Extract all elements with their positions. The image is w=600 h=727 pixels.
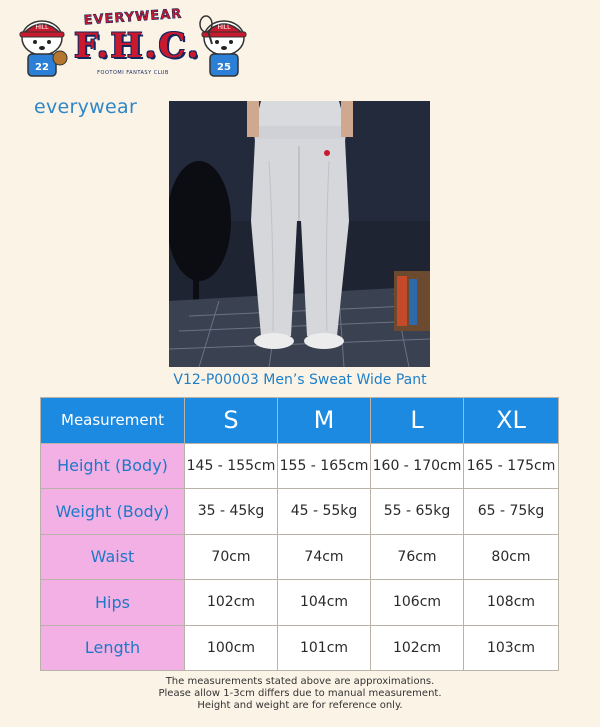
cell-value: 101cm <box>278 625 371 671</box>
cell-value: 102cm <box>185 580 278 626</box>
product-photo <box>169 101 430 367</box>
measurement-note <box>0 676 600 712</box>
row-label: Hips <box>41 580 185 626</box>
note-line: The measurements stated above are approximations. <box>165 676 435 687</box>
cell-value: 55 - 65kg <box>371 489 464 535</box>
cell-value: 76cm <box>371 534 464 580</box>
cell-value: 103cm <box>464 625 559 671</box>
row-label: Weight (Body) <box>41 489 185 535</box>
row-label: Waist <box>41 534 185 580</box>
logo-sub-text: FOOTOMI FANTASY CLUB <box>97 70 169 76</box>
cell-value: 106cm <box>371 580 464 626</box>
cell-value: 104cm <box>278 580 371 626</box>
row-label: Length <box>41 625 185 671</box>
fhc-logo <box>74 6 201 84</box>
note-line: Please allow 1-3cm differs due to manual measurement. <box>158 688 442 699</box>
mascot-cap-text: HILL <box>217 24 231 31</box>
cell-value: 108cm <box>464 580 559 626</box>
table-row-waist <box>41 534 559 580</box>
cell-value: 74cm <box>278 534 371 580</box>
mascot-cap-text: HILL <box>35 24 49 31</box>
cell-value: 100cm <box>185 625 278 671</box>
cell-value: 45 - 55kg <box>278 489 371 535</box>
mascot-number: 22 <box>35 62 49 73</box>
cell-value: 102cm <box>371 625 464 671</box>
product-title: V12-P00003 Men’s Sweat Wide Pant <box>173 372 427 388</box>
cell-value: 65 - 75kg <box>464 489 559 535</box>
table-row-length <box>41 625 559 671</box>
cell-value: 165 - 175cm <box>464 443 559 489</box>
note-line: Height and weight are for reference only. <box>197 700 403 711</box>
header-size-s: S <box>185 398 278 444</box>
row-label: Height (Body) <box>41 443 185 489</box>
header-size-m: M <box>278 398 371 444</box>
table-row-height <box>41 443 559 489</box>
header <box>0 0 600 100</box>
logo-top-text: EVERYWEAR <box>83 6 183 29</box>
mascot-number: 25 <box>217 62 231 73</box>
cell-value: 155 - 165cm <box>278 443 371 489</box>
table-header-row <box>41 398 559 444</box>
logo-main-text: F.H.C. <box>74 26 201 66</box>
table-row-weight <box>41 489 559 535</box>
cell-value: 80cm <box>464 534 559 580</box>
cell-value: 70cm <box>185 534 278 580</box>
mascot-baseball-illustration <box>16 14 68 78</box>
header-measurement: Measurement <box>41 398 185 444</box>
cell-value: 160 - 170cm <box>371 443 464 489</box>
header-size-l: L <box>371 398 464 444</box>
header-size-xl: XL <box>464 398 559 444</box>
cell-value: 35 - 45kg <box>185 489 278 535</box>
cell-value: 145 - 155cm <box>185 443 278 489</box>
brand-logo: everywear <box>34 96 138 118</box>
mascot-tennis-illustration <box>198 14 250 78</box>
table-row-hips <box>41 580 559 626</box>
size-chart-table <box>40 397 559 671</box>
